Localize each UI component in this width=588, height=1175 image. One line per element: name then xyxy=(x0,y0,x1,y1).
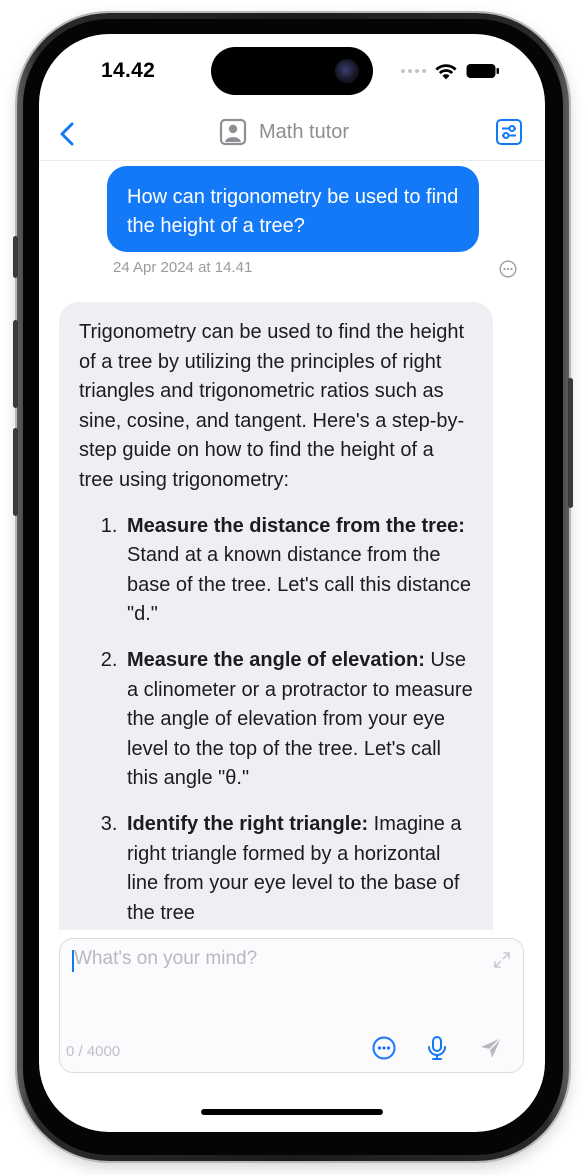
home-indicator[interactable] xyxy=(201,1109,383,1115)
chat-scroll-area[interactable] xyxy=(39,160,545,930)
message-timestamp: 24 Apr 2024 at 14.41 xyxy=(113,259,253,276)
step-title: Identify the right triangle: xyxy=(127,812,369,835)
status-icons xyxy=(401,61,500,81)
more-icon xyxy=(499,260,517,278)
battery-icon xyxy=(466,63,500,79)
navigation-bar xyxy=(39,110,545,161)
character-counter: 0 / 4000 xyxy=(66,1043,121,1060)
action-button xyxy=(13,236,18,278)
mic-icon xyxy=(424,1035,450,1061)
settings-sliders-icon xyxy=(495,118,523,146)
status-time: 14.42 xyxy=(101,59,156,82)
step-text: Use a clinometer or a protractor to measure the angle of elevation from your eye level to the top of the tree. Let's call this angle "θ." xyxy=(127,648,473,790)
microphone-button[interactable] xyxy=(424,1035,450,1061)
message-input[interactable] xyxy=(59,938,524,1073)
signal-dots-icon xyxy=(401,69,426,73)
expand-button[interactable] xyxy=(493,951,511,969)
step-title: Measure the distance from the tree: xyxy=(127,514,465,537)
user-message-bubble: How can trigonometry be used to find the height of a tree? xyxy=(107,166,479,252)
expand-icon xyxy=(493,951,511,969)
nav-title: Math tutor xyxy=(259,120,350,143)
assistant-message-bubble xyxy=(59,302,493,930)
send-icon xyxy=(478,1035,504,1061)
step-title: Measure the angle of elevation: xyxy=(127,648,425,671)
step-text: Stand at a known distance from the base of the tree. Let's call this distance "d." xyxy=(127,544,472,626)
list-item xyxy=(123,646,473,794)
more-options-button[interactable] xyxy=(371,1035,397,1061)
step-text: Imagine a right triangle formed by a horizontal line from your eye level to the base of the tree xyxy=(127,812,462,924)
settings-button[interactable] xyxy=(495,118,523,146)
chat-title xyxy=(219,118,349,146)
phone-screen xyxy=(39,34,545,1132)
power-button xyxy=(568,378,573,508)
volume-down-button xyxy=(13,428,18,516)
list-item xyxy=(123,512,473,630)
assistant-intro: Trigonometry can be used to find the height of a tree by utilizing the principles of right triangles and trigonometric ratios such as sine, cosine, and tangent. Here's a step-by-step guide on how to find the height of a tree using trigonometry: xyxy=(79,321,465,491)
dynamic-island xyxy=(211,47,373,95)
back-chevron-icon xyxy=(60,122,74,146)
avatar-icon xyxy=(219,118,247,146)
send-button[interactable] xyxy=(478,1035,504,1061)
steps-list xyxy=(79,512,473,929)
camera-icon xyxy=(335,59,359,83)
message-options-button[interactable] xyxy=(499,260,517,278)
more-icon xyxy=(371,1035,397,1061)
back-button[interactable] xyxy=(49,116,85,152)
volume-up-button xyxy=(13,320,18,408)
input-placeholder: What's on your mind? xyxy=(74,948,258,969)
wifi-icon xyxy=(435,63,457,80)
list-item xyxy=(123,810,473,928)
